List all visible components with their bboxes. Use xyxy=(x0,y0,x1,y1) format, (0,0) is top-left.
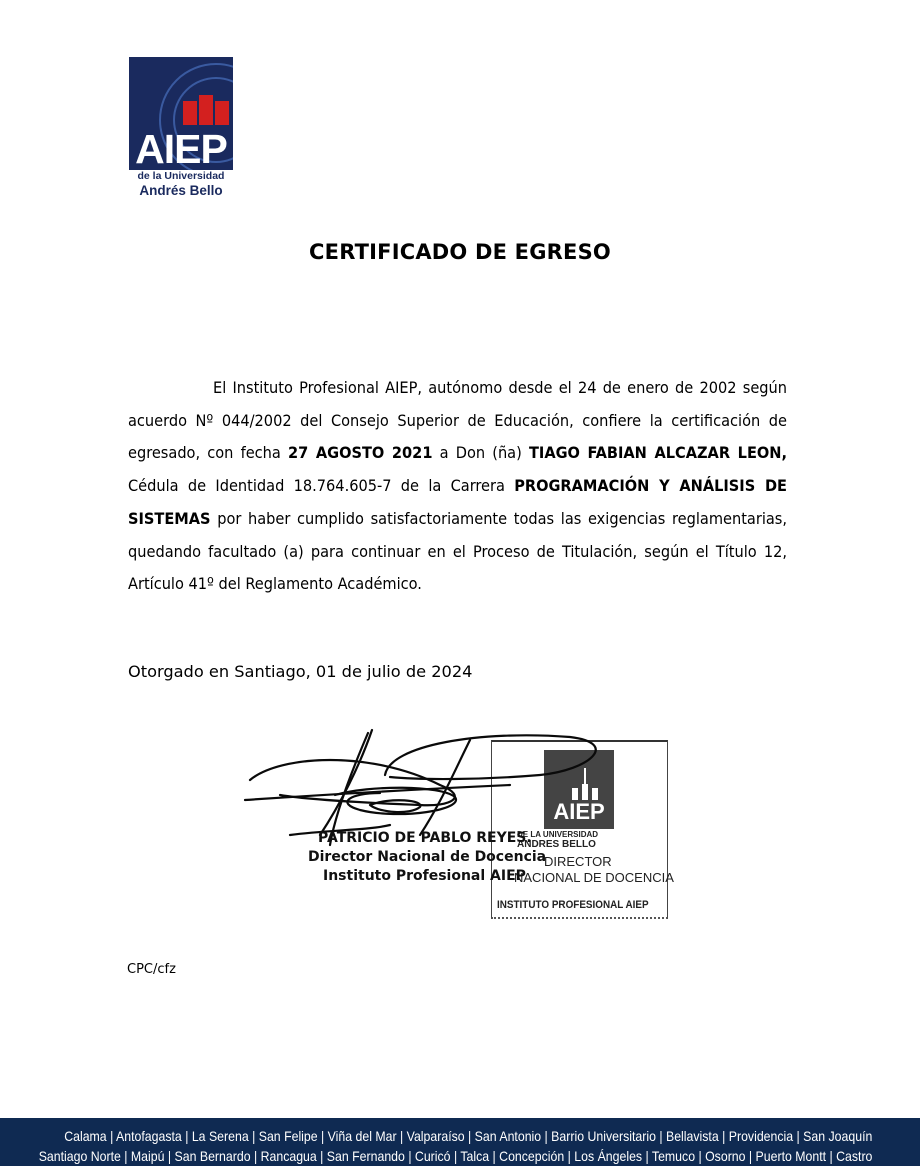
footer-campuses-line-1: Calama | Antofagasta | La Serena | San Felipe | Viña del Mar | Valparaíso | San Antonio | Barrio Universitario | Bellavista | Providencia | San Joaquín xyxy=(63,1128,872,1144)
campus-footer xyxy=(0,1118,920,1166)
logo-university: Andrés Bello xyxy=(139,183,223,198)
footer-campuses-line-2: Santiago Norte | Maipú | San Bernardo | Rancagua | San Fernando | Curicó | Talca | Concepción | Los Ángeles | Temuco | Osorno | Puerto Montt | Castro xyxy=(38,1148,872,1164)
stamp-brand: AIEP xyxy=(553,799,605,824)
logo-subtitle: de la Universidad xyxy=(137,170,225,182)
building-icon xyxy=(183,101,197,125)
stamp-line: NACIONAL DE DOCENCIA xyxy=(514,870,674,885)
certificate-paragraph xyxy=(128,372,787,601)
handwritten-signature-icon xyxy=(240,725,680,920)
signatory-role: Director Nacional de Docencia xyxy=(308,849,547,865)
graduation-date: 27 AGOSTO 2021 xyxy=(288,443,433,463)
paragraph-text: El Instituto Profesional AIEP, autónomo desde el 24 de enero de 2002 según acuerdo Nº 044/2002 del Consejo Superior de Educación, confiere la certificación de egresado, con fecha xyxy=(128,378,787,463)
logo-brand: AIEP xyxy=(135,126,227,170)
stamp-line: DE LA UNIVERSIDAD xyxy=(517,830,599,839)
issue-place-date: Otorgado en Santiago, 01 de julio de 2024 xyxy=(128,662,473,681)
stamp-line: DIRECTOR xyxy=(544,854,612,869)
paragraph-text: a Don (ña) xyxy=(432,443,529,463)
aiep-logo xyxy=(129,57,233,201)
document-title: CERTIFICADO DE EGRESO xyxy=(309,240,611,264)
signatory-name: PATRICIO DE PABLO REYES. xyxy=(318,830,532,846)
stamp-line: INSTITUTO PROFESIONAL AIEP xyxy=(497,899,649,911)
certificate-body xyxy=(128,372,787,601)
signatory-institution: Instituto Profesional AIEP xyxy=(323,868,526,884)
paragraph-text: Cédula de Identidad 18.764.605-7 de la Carrera xyxy=(128,476,515,496)
signature-block xyxy=(240,725,680,920)
paragraph-text: por haber cumplido satisfactoriamente todas las exigencias reglamentarias, quedando facultado (a) para continuar en el Proceso de Titulación, según el Título 12, Artículo 41º del Reglamento Académico. xyxy=(128,508,787,594)
logo-emblem xyxy=(129,57,233,170)
reference-initials: CPC/cfz xyxy=(127,962,176,977)
career-name: PROGRAMACIÓN Y ANÁLISIS DE SISTEMAS xyxy=(128,476,787,528)
stamp-line: ANDRES BELLO xyxy=(517,839,596,850)
graduate-name: TIAGO FABIAN ALCAZAR LEON, xyxy=(528,443,787,463)
